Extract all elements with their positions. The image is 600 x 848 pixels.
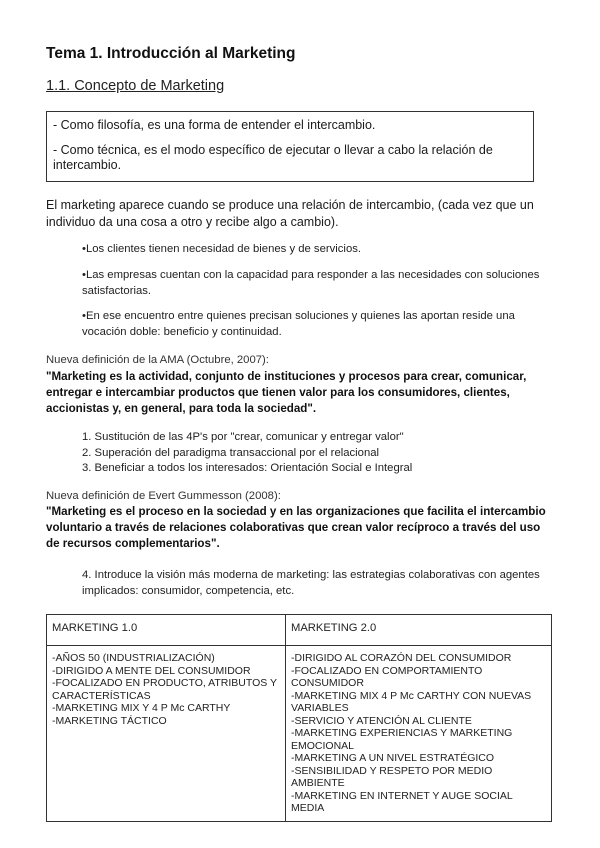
- ama-quote: "Marketing es la actividad, conjunto de instituciones y procesos para crear, comunicar, entregar e intercambiar productos que tienen valor para los consumidores, clientes, accionistas y, en general, para toda la sociedad".: [46, 370, 527, 415]
- table-cell-line: -DIRIGIDO AL CORAZÓN DEL CONSUMIDOR: [291, 652, 512, 664]
- table-header-row: [47, 615, 552, 646]
- table-cell-line: -MARKETING TÁCTICO: [52, 714, 167, 727]
- table-cell-line: -MARKETING EN INTERNET Y AUGE SOCIAL MEDIA: [291, 789, 513, 814]
- table-cell-line: -MARKETING A UN NIVEL ESTRATÉGICO: [291, 752, 495, 764]
- table-cell-line: -SENSIBILIDAD Y RESPETO POR MEDIO AMBIENTE: [291, 764, 493, 789]
- ama-label: Nueva definición de la AMA (Octubre, 2007):: [46, 354, 269, 366]
- table-cell-line: -FOCALIZADO EN PRODUCTO, ATRIBUTOS Y CARACTERÍSTICAS: [52, 677, 277, 702]
- table-cell-line: -MARKETING MIX 4 P Mc CARTHY CON NUEVAS VARIABLES: [291, 689, 532, 714]
- ama-points-list: [82, 430, 552, 477]
- table-row: [47, 646, 552, 822]
- list-item: 1. Sustitución de las 4P's por "crear, comunicar y entregar valor": [82, 431, 404, 443]
- table-cell-line: -DIRIGIDO A MENTE DEL CONSUMIDOR: [52, 664, 251, 677]
- definition-philosophy: - Como filosofía, es una forma de entender el intercambio.: [53, 118, 376, 132]
- table-cell-marketing-1: [47, 646, 286, 822]
- list-item: 3. Beneficiar a todos los interesados: Orientación Social e Integral: [82, 462, 413, 474]
- list-item: 2. Superación del paradigma transaccional por el relacional: [82, 446, 380, 459]
- marketing-comparison-table: [46, 614, 552, 822]
- table-cell-line: -MARKETING MIX Y 4 P Mc CARTHY: [52, 702, 231, 714]
- page-title: Tema 1. Introducción al Marketing: [46, 45, 296, 62]
- table-cell-line: -AÑOS 50 (INDUSTRIALIZACIÓN): [52, 652, 215, 664]
- section-subtitle: 1.1. Concepto de Marketing: [46, 78, 225, 94]
- gummesson-quote: "Marketing es el proceso en la sociedad y en las organizaciones que facilita el intercambio voluntario a través de relaciones colaborativas que crean valor recíproco a través del uso de recursos complementarios".: [46, 505, 546, 550]
- bullet-item: •En ese encuentro entre quienes precisan soluciones y quienes las aportan reside una vocación doble: beneficio y continuidad.: [82, 310, 515, 338]
- table-cell-marketing-2: [286, 646, 552, 822]
- list-item-4: 4. Introduce la visión más moderna de marketing: las estrategias colaborativas con agentes implicados: consumidor, competencia, etc.: [82, 569, 540, 597]
- table-cell-line: -FOCALIZADO EN COMPORTAMIENTO CONSUMIDOR: [291, 664, 483, 689]
- intro-paragraph: El marketing aparece cuando se produce una relación de intercambio, (cada vez que un individuo da una cosa a otro y recibe algo a cambio).: [46, 198, 534, 229]
- gummesson-label: Nueva definición de Evert Gummesson (2008):: [46, 490, 281, 502]
- table-cell-line: -MARKETING EXPERIENCIAS Y MARKETING EMOCIONAL: [291, 727, 513, 752]
- table-header-marketing-2: MARKETING 2.0: [286, 615, 552, 646]
- table-header-marketing-1: MARKETING 1.0: [47, 615, 286, 646]
- bullet-item: •Los clientes tienen necesidad de bienes y de servicios.: [82, 243, 362, 255]
- definition-technique: - Como técnica, es el modo específico de ejecutar o llevar a cabo la relación de intercambio.: [53, 143, 493, 172]
- bullet-item: •Las empresas cuentan con la capacidad para responder a las necesidades con soluciones satisfactorias.: [82, 269, 540, 297]
- definition-box: [46, 111, 534, 182]
- table-cell-line: -SERVICIO Y ATENCIÓN AL CLIENTE: [291, 714, 472, 727]
